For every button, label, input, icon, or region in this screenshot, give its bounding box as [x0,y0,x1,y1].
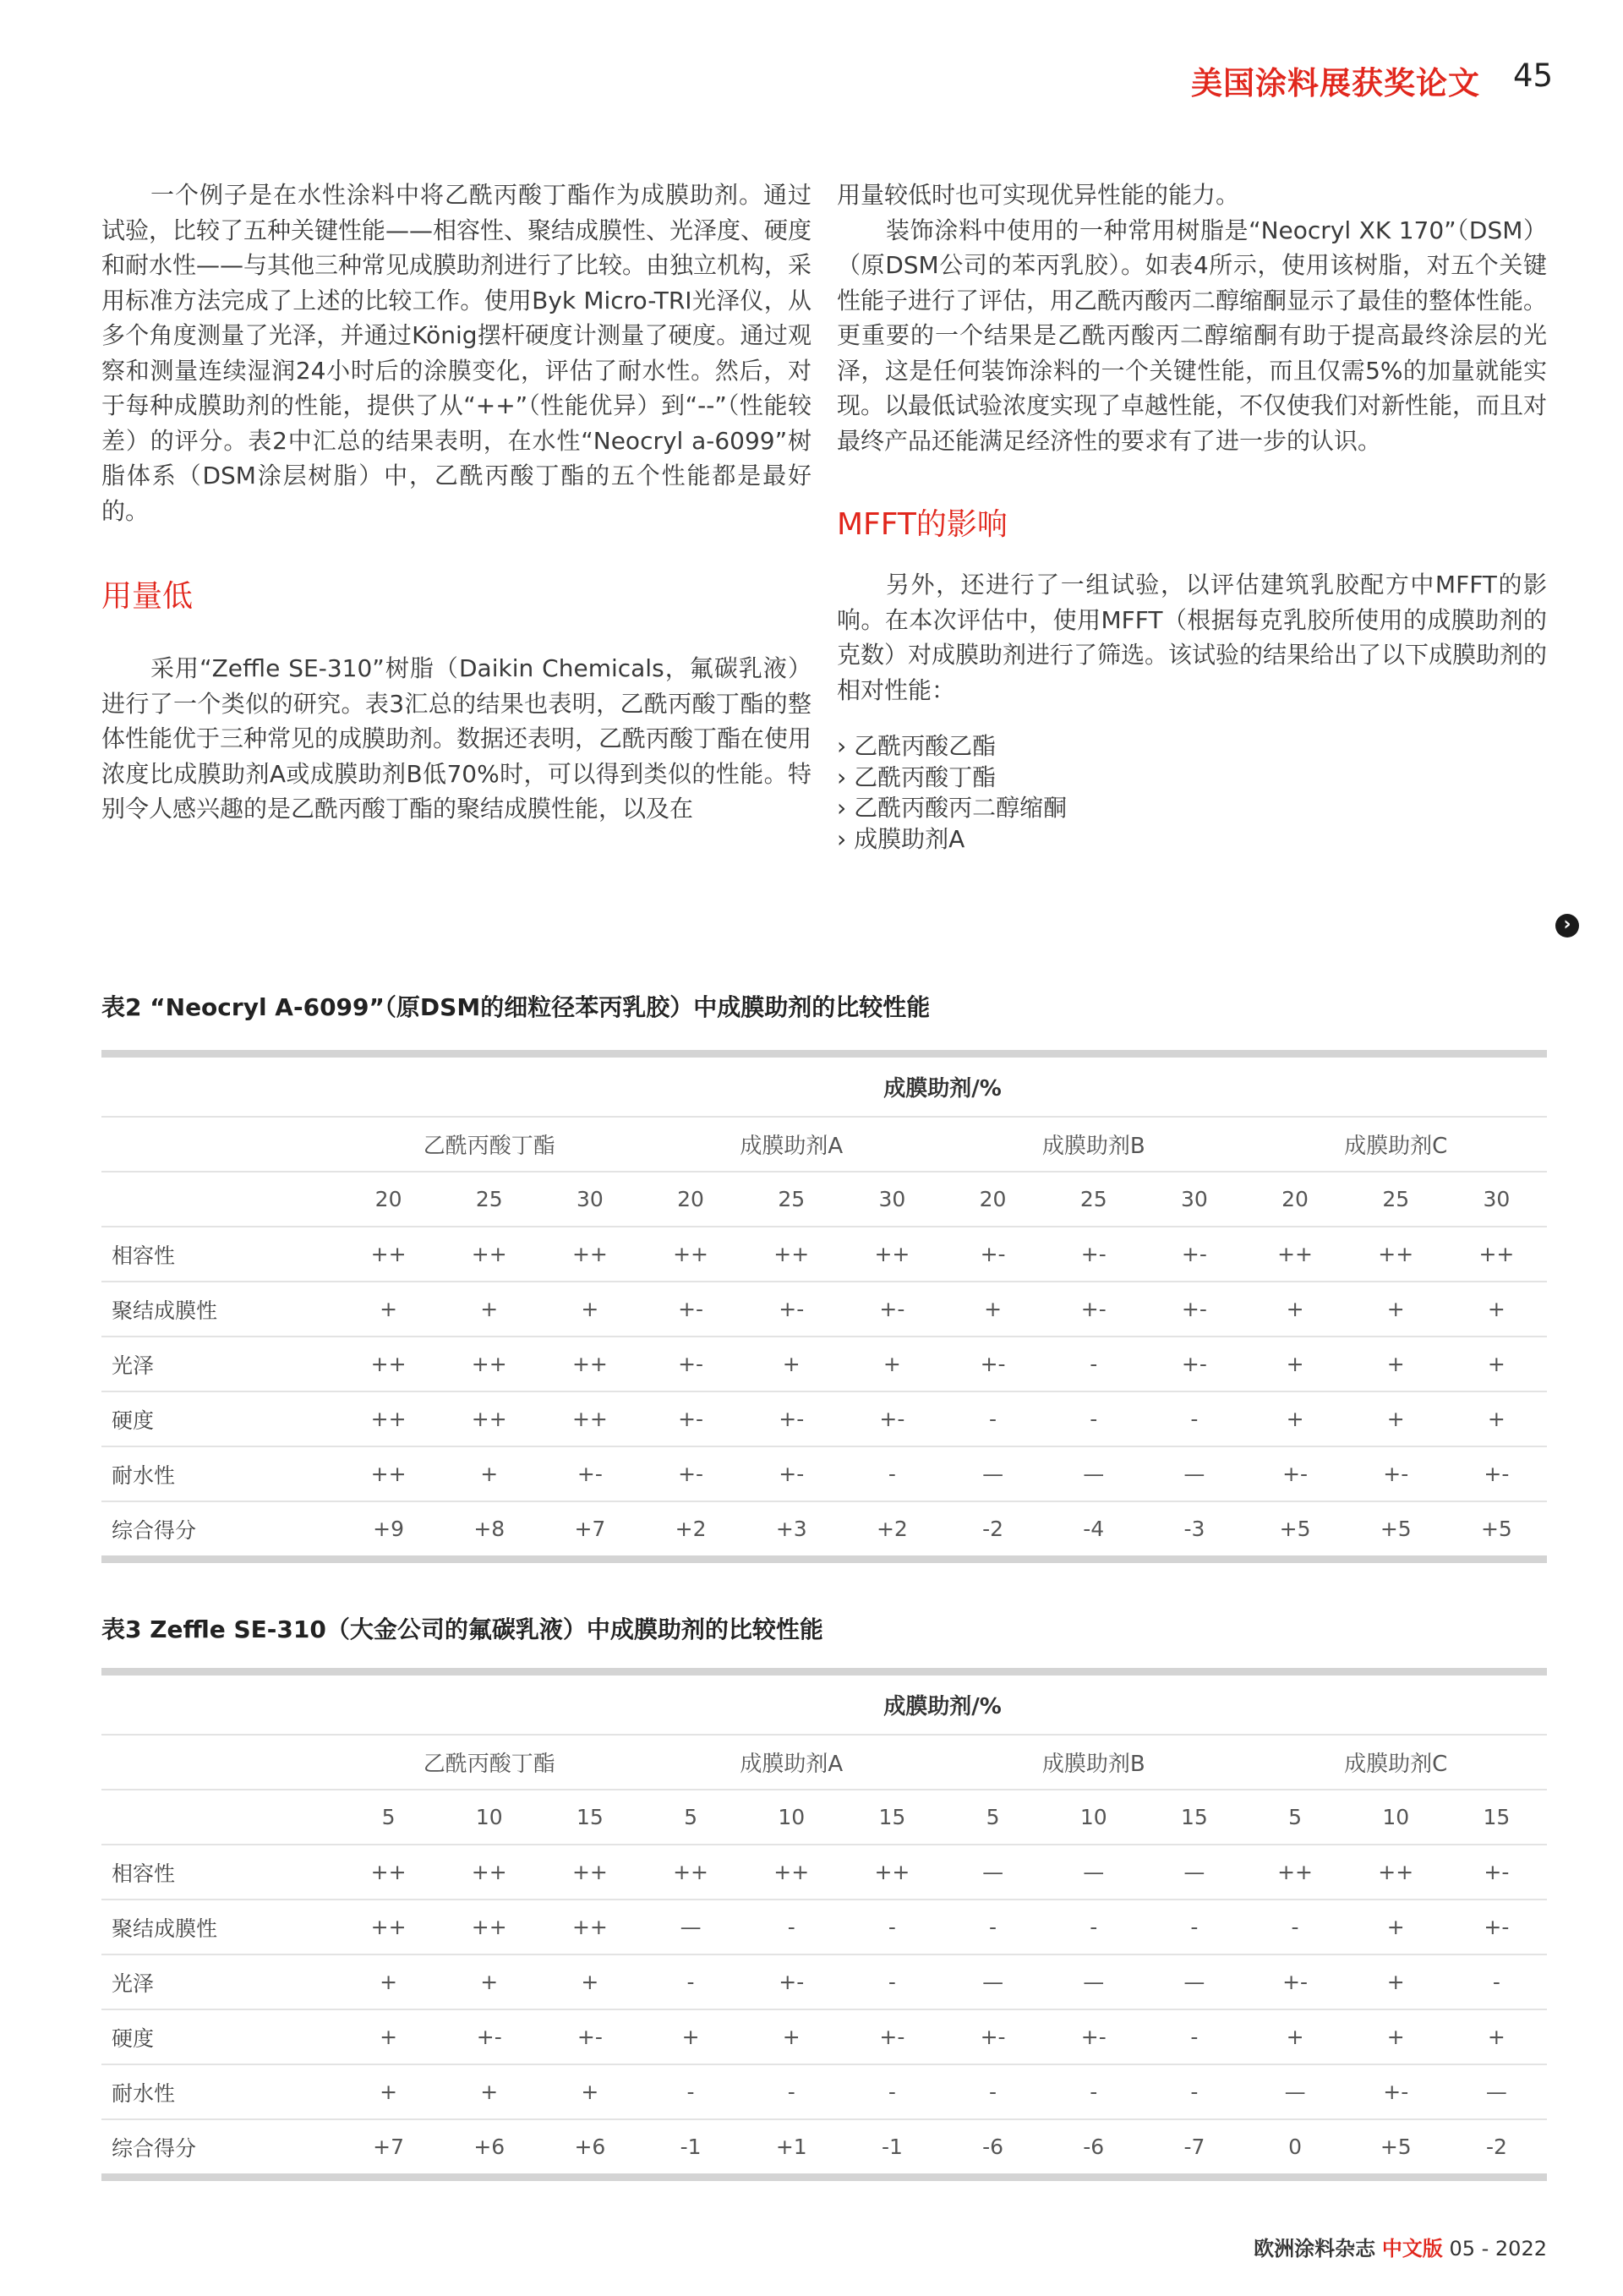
table-cell: +- [1383,1462,1409,1486]
level-header-cell: 20 [677,1187,704,1211]
table-cell: +5 [1480,1517,1512,1541]
table-cell: ++ [874,1860,910,1884]
table-row [101,2065,1547,2120]
table-cell: - [888,1970,896,1994]
table-cell: - [989,1915,997,1939]
table-cell: + [1386,2025,1405,2049]
unit-header: 成膜助剂/% [883,1076,1002,1102]
table-cell: ++ [1378,1860,1414,1884]
table-cell: + [883,1352,901,1376]
section-title: 美国涂料展获奖论文 [1191,65,1480,101]
group-header: 成膜助剂A [740,1752,844,1777]
level-header-cell: 20 [979,1187,1007,1211]
table-cell: + [681,2025,700,2049]
row-label: 综合得分 [112,1517,197,1543]
table-cell: +- [1383,2080,1409,2104]
table-row [101,1227,1547,1282]
table-cell: - [888,2080,896,2104]
table-cell: + [480,1970,499,1994]
table-cell: — [1083,1462,1105,1486]
table-cell: - [787,1915,795,1939]
level-header-cell: 20 [374,1187,402,1211]
list-item: › 乙酰丙酸乙酯 [837,731,1547,763]
table-cell: + [1487,1407,1506,1431]
table-cell: ++ [370,1915,407,1939]
table-cell: — [982,1462,1004,1486]
table-row [101,1282,1547,1337]
table-group-header-row [101,1118,1547,1173]
level-header-cell: 20 [1281,1187,1309,1211]
table-cell: + [1386,1297,1405,1321]
row-label: 光泽 [112,1971,155,1996]
table-cell: + [480,1462,499,1486]
group-header: 成膜助剂B [1041,1752,1145,1777]
table-cell: ++ [1378,1242,1414,1266]
table-cell: - [787,2080,795,2104]
table-cell: + [480,1297,499,1321]
heading-low-dosage: 用量低 [101,579,194,614]
table-cell: + [380,2025,398,2049]
table-cell: +5 [1380,2135,1412,2159]
table-cell: ++ [370,1860,407,1884]
table-cell: - [989,2080,997,2104]
table-cell: ++ [370,1407,407,1431]
table-cell: - [686,1970,695,1994]
row-label: 硬度 [112,1408,155,1433]
table-cell: + [581,1297,599,1321]
table-cell: +- [1181,1352,1207,1376]
right-paragraph-3: 另外，还进行了一组试验，以评估建筑乳胶配方中MFFT的影响。在本次评估中，使用MFFT（根据每克乳胶所使用的成膜助剂的克数）对成膜助剂进行了筛选。该试验的结果给出了以下成膜助剂的相对性能： [837,571,1548,704]
table-cell: - [1190,2025,1199,2049]
table-cell: - [1090,1407,1098,1431]
table-cell: -2 [982,1517,1004,1541]
table-cell: ++ [471,1352,507,1376]
table-cell: + [1386,1407,1405,1431]
footer-issue: 05 - 2022 [1449,2237,1547,2260]
table-cell: -6 [1083,2135,1105,2159]
table-cell: ++ [874,1242,910,1266]
table-cell: +- [1181,1297,1207,1321]
footer [1254,2232,1547,2261]
table-cell: + [1487,2025,1506,2049]
table-cell: + [1487,1297,1506,1321]
row-label: 光泽 [112,1353,155,1378]
coalescent-ranking-list [837,731,1547,855]
table-cell: - [1492,1970,1500,1994]
table-cell: ++ [1277,1242,1314,1266]
table-cell: +- [980,1352,1006,1376]
row-label: 相容性 [112,1243,176,1268]
list-item: › 乙酰丙酸丙二醇缩酮 [837,793,1547,824]
level-header-cell: 5 [1288,1805,1303,1829]
table3-caption: 表3 Zeffle SE-310（大金公司的氟碳乳液）中成膜助剂的比较性能 [101,1615,823,1643]
left-column [101,178,812,827]
table-cell: -2 [1485,2135,1507,2159]
heading-mfft: MFFT的影响 [837,507,1008,542]
table-cell: +- [779,1970,805,1994]
table-cell: + [984,1297,1003,1321]
table-cell: +- [879,1407,905,1431]
table-cell: + [782,1352,801,1376]
table-cell: ++ [673,1860,709,1884]
table-cell: + [581,2080,599,2104]
table-cell: - [1090,1352,1098,1376]
table-cell: — [1183,1462,1205,1486]
table-cell: +- [980,2025,1006,2049]
table-cell: +- [980,1242,1006,1266]
table-cell: + [782,2025,801,2049]
left-paragraph-1: 一个例子是在水性涂料中将乙酰丙酸丁酯作为成膜助剂。通过试验，比较了五种关键性能——相容性、聚结成膜性、光泽度、硬度和耐水性——与其他三种常见成膜助剂进行了比较。由独立机构，采用标准方法完成了上述的比较工作。使用Byk Micro-TRI光泽仪，从多个角度测量了光泽，并通过König摆杆硬度计测量了硬度。通过观察和测量连续湿润24小时后的涂膜变化，评估了耐水性。然后，对于每种成膜助剂的性能，提供了从“++”（性能优异）到“--”（性能较差）的评分。表2中汇总的结果表明，在水性“Neocryl a-6099”树脂体系（DSM涂层树脂）中，乙酰丙酸丁酯的五个性能都是最好的。 [101,181,812,525]
table-cell: + [1386,1915,1405,1939]
table-cell: +- [1282,1462,1309,1486]
table-cell: + [380,2080,398,2104]
table-cell: ++ [571,1860,608,1884]
table-cell: +- [879,2025,905,2049]
right-column [837,178,1547,855]
table-cell: — [1485,2080,1507,2104]
level-header-cell: 25 [1079,1187,1107,1211]
table-cell: ++ [471,1407,507,1431]
level-header-cell: 15 [878,1805,906,1829]
page-number: 45 [1513,57,1554,94]
group-header: 成膜助剂C [1344,1134,1448,1159]
level-header-cell: 10 [1382,1805,1410,1829]
list-item: › 乙酰丙酸丁酯 [837,763,1547,794]
table-cell: ++ [773,1242,810,1266]
table-cell: +- [779,1297,805,1321]
table-cell: +- [678,1407,704,1431]
table-cell: — [1083,1970,1105,1994]
level-header-cell: 15 [1181,1805,1208,1829]
row-label: 相容性 [112,1861,176,1886]
level-header-cell: 30 [1483,1187,1511,1211]
table-cell: +- [678,1352,704,1376]
table-cell: ++ [571,1352,608,1376]
table-cell: +9 [373,1517,404,1541]
level-header-cell: 15 [577,1805,604,1829]
table-cell: +- [1080,1242,1107,1266]
table-cell: -6 [982,2135,1004,2159]
table-cell: +- [1282,1970,1309,1994]
table-cell: + [1286,1297,1304,1321]
group-header: 成膜助剂A [740,1134,844,1159]
table-cell: +- [779,1407,805,1431]
table-cell: + [1286,1407,1304,1431]
level-header-cell: 25 [778,1187,806,1211]
table-cell: +2 [675,1517,707,1541]
table-cell: - [989,1407,997,1431]
table-cell: + [1386,1352,1405,1376]
table-cell: +3 [775,1517,807,1541]
row-label: 聚结成膜性 [112,1916,218,1941]
table-cell: - [1190,1915,1199,1939]
table-cell: ++ [370,1242,407,1266]
table-row [101,1845,1547,1900]
table-cell: -4 [1083,1517,1105,1541]
table2-caption: 表2 “Neocryl A-6099”（原DSM的细粒径苯丙乳胶）中成膜助剂的比较性能 [101,993,931,1021]
table-unit-header-row [101,1676,1547,1736]
row-label: 综合得分 [112,2135,197,2161]
table-cell: ++ [471,1915,507,1939]
table-cell: +- [678,1297,704,1321]
table-cell: — [1083,1860,1105,1884]
table-row [101,1900,1547,1955]
level-header-cell: 30 [1181,1187,1208,1211]
table-bottom-rule [101,2173,1547,2181]
level-header-cell: 25 [475,1187,503,1211]
table-cell: - [1190,1407,1199,1431]
table-row [101,1955,1547,2010]
table-cell: 0 [1288,2135,1303,2159]
table-cell: +5 [1279,1517,1311,1541]
table-cell: — [982,1860,1004,1884]
level-header-cell: 15 [1483,1805,1511,1829]
row-label: 耐水性 [112,2080,176,2106]
table3 [101,1668,1547,2181]
table-cell: ++ [471,1242,507,1266]
table-row [101,1502,1547,1555]
table2 [101,1050,1547,1563]
table-cell: ++ [370,1352,407,1376]
table-row [101,2010,1547,2065]
table-bottom-rule [101,1555,1547,1563]
right-paragraph-1: 用量较低时也可实现优异性能的能力。 [837,181,1240,209]
table-cell: - [1090,1915,1098,1939]
table-cell: +6 [473,2135,505,2159]
group-header: 成膜助剂B [1041,1134,1145,1159]
group-header: 乙酰丙酸丁酯 [423,1752,555,1777]
right-paragraph-2: 装饰涂料中使用的一种常用树脂是“Neocryl XK 170”（DSM）（原DSM公司的苯丙乳胶）。如表4所示，使用该树脂，对五个关键性能子进行了评估，用乙酰丙酸丙二醇缩酮显示了最佳的整体性能。更重要的一个结果是乙酰丙酸丙二醇缩酮有助于提高最终涂层的光泽，这是任何装饰涂料的一个关键性能，而且仅需5%的加量就能实现。以最低试验浓度实现了卓越性能，不仅使我们对新性能，而且对最终产品还能满足经济性的要求有了进一步的认识。 [837,216,1548,455]
footer-magazine: 欧洲涂料杂志 [1254,2237,1376,2260]
table-cell: — [680,1915,702,1939]
chevron-right-circle-icon[interactable]: › [1555,914,1579,938]
table-cell: + [480,2080,499,2104]
table-cell: +- [1080,2025,1107,2049]
table-cell: +6 [574,2135,606,2159]
table-cell: -1 [881,2135,903,2159]
table-group-header-row [101,1736,1547,1790]
level-header-cell: 5 [684,1805,698,1829]
group-header: 成膜助剂C [1344,1752,1448,1777]
level-header-cell: 5 [986,1805,1000,1829]
table-cell: +- [577,2025,603,2049]
table-cell: -3 [1183,1517,1205,1541]
table-cell: ++ [673,1242,709,1266]
table-cell: +5 [1380,1517,1412,1541]
level-header-cell: 10 [778,1805,806,1829]
level-header-cell: 10 [475,1805,503,1829]
table-cell: — [1183,1970,1205,1994]
table-cell: + [581,1970,599,1994]
table-cell: +- [879,1297,905,1321]
table-cell: ++ [571,1915,608,1939]
left-paragraph-2: 采用“Zeffle SE-310”树脂（Daikin Chemicals，氟碳乳液）进行了一个类似的研究。表3汇总的结果也表明，乙酰丙酸丁酯的整体性能优于三种常见的成膜助剂。数据还表明，乙酰丙酸丁酯在使用浓度比成膜助剂A或成膜助剂B低70%时，可以得到类似的性能。特别令人感兴趣的是乙酰丙酸丁酯的聚结成膜性能，以及在 [101,654,812,823]
footer-edition: 中文版 [1381,2237,1443,2260]
table-cell: + [1386,1970,1405,1994]
table-top-rule [101,1050,1547,1058]
row-label: 硬度 [112,2025,155,2051]
group-header: 乙酰丙酸丁酯 [423,1134,555,1159]
table-cell: -1 [680,2135,702,2159]
table-cell: +- [1484,1915,1510,1939]
table-cell: - [1190,2080,1199,2104]
table-row [101,1392,1547,1447]
table-unit-header-row [101,1058,1547,1118]
level-header-cell: 5 [381,1805,396,1829]
table-cell: ++ [1277,1860,1314,1884]
table-row [101,2120,1547,2173]
list-item: › 成膜助剂A [837,824,1547,856]
table-cell: +- [476,2025,502,2049]
table-cell: +7 [373,2135,404,2159]
level-header-cell: 10 [1079,1805,1107,1829]
table-cell: ++ [571,1407,608,1431]
table-cell: - [888,1462,896,1486]
table-row [101,1337,1547,1392]
table-cell: +- [1484,1860,1510,1884]
table-level-header-row [101,1790,1547,1845]
table-cell: — [1284,2080,1306,2104]
table-cell: ++ [773,1860,810,1884]
table-cell: +2 [876,1517,908,1541]
row-label: 聚结成膜性 [112,1298,218,1323]
row-label: 耐水性 [112,1462,176,1488]
table-cell: +- [1484,1462,1510,1486]
table-cell: +- [678,1462,704,1486]
table-cell: +8 [473,1517,505,1541]
table-cell: ++ [471,1860,507,1884]
unit-header: 成膜助剂/% [883,1694,1002,1719]
table-cell: +7 [574,1517,606,1541]
table-cell: +- [577,1462,603,1486]
level-header-cell: 25 [1382,1187,1410,1211]
table-cell: — [982,1970,1004,1994]
table-cell: +1 [775,2135,807,2159]
table-cell: + [1286,2025,1304,2049]
table-cell: + [380,1970,398,1994]
table-cell: +- [1181,1242,1207,1266]
table-cell: — [1183,1860,1205,1884]
table-cell: - [686,2080,695,2104]
table-cell: +- [779,1462,805,1486]
table-cell: ++ [370,1462,407,1486]
table-row [101,1447,1547,1502]
table-cell: + [380,1297,398,1321]
table-cell: +- [1080,1297,1107,1321]
table-cell: + [1487,1352,1506,1376]
table-cell: ++ [571,1242,608,1266]
table-cell: - [1090,2080,1098,2104]
level-header-cell: 30 [878,1187,906,1211]
table-level-header-row [101,1173,1547,1227]
table-cell: - [1291,1915,1299,1939]
table-cell: ++ [1478,1242,1515,1266]
table-cell: - [888,1915,896,1939]
table-cell: + [1286,1352,1304,1376]
table-top-rule [101,1668,1547,1676]
table-cell: -7 [1183,2135,1205,2159]
level-header-cell: 30 [577,1187,604,1211]
